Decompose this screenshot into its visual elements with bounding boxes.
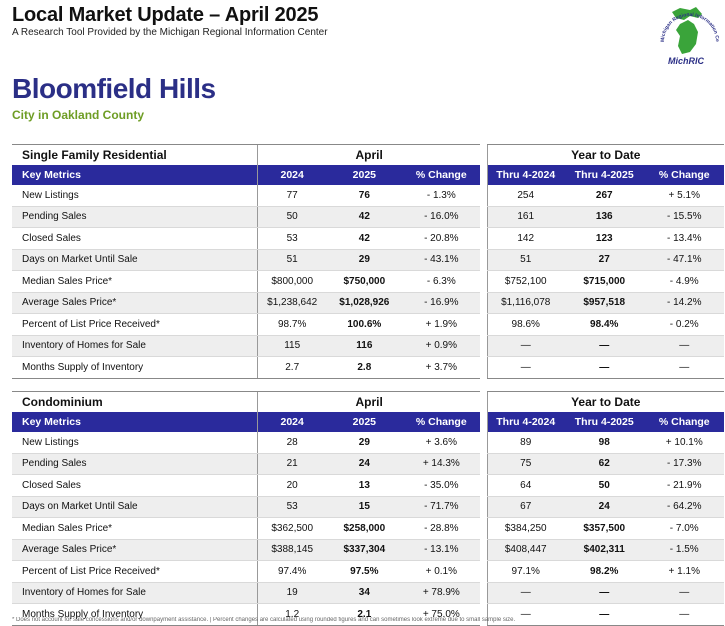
ytd-2025-value: 27 <box>564 249 645 271</box>
metric-label: Inventory of Homes for Sale <box>12 335 257 357</box>
col-thru-2024: Thru 4-2024 <box>487 165 564 185</box>
april-2025-value: 29 <box>326 249 403 271</box>
april-2025-value: 13 <box>326 475 403 497</box>
table-row <box>12 453 724 475</box>
metric-label: Months Supply of Inventory <box>12 604 257 626</box>
ytd-2025-value: 24 <box>564 496 645 518</box>
column-gap <box>480 412 487 432</box>
ytd-change-value: - 47.1% <box>645 249 724 271</box>
ytd-2024-value: 97.1% <box>487 561 564 583</box>
april-2024-value: $800,000 <box>259 271 326 293</box>
column-gap <box>480 335 487 357</box>
april-2024-value: 19 <box>259 582 326 604</box>
table-row <box>12 357 724 379</box>
ytd-2025-value: — <box>564 604 645 626</box>
april-change-value: - 1.3% <box>403 185 480 206</box>
table-row <box>12 185 724 206</box>
col-ytd-change: % Change <box>645 412 724 432</box>
ytd-2024-value: 142 <box>487 228 564 250</box>
table-row <box>12 432 724 453</box>
ytd-change-value: + 10.1% <box>645 432 724 453</box>
april-2024-value: 1.2 <box>259 604 326 626</box>
april-2025-value: 42 <box>326 228 403 250</box>
april-2025-value: 2.8 <box>326 357 403 379</box>
table-row <box>12 228 724 250</box>
column-gap <box>480 539 487 561</box>
april-change-value: - 16.9% <box>403 292 480 314</box>
column-gap <box>480 453 487 475</box>
table-row <box>12 292 724 314</box>
ytd-2024-value: — <box>487 357 564 379</box>
april-2025-value: 29 <box>326 432 403 453</box>
april-change-value: + 0.1% <box>403 561 480 583</box>
metric-label: Months Supply of Inventory <box>12 357 257 379</box>
single-family-table <box>12 144 724 379</box>
april-change-value: + 3.7% <box>403 357 480 379</box>
april-change-value: - 6.3% <box>403 271 480 293</box>
column-gap <box>480 228 487 250</box>
table-row <box>12 496 724 518</box>
april-2024-value: $388,145 <box>259 539 326 561</box>
ytd-2024-value: — <box>487 582 564 604</box>
column-gap <box>480 165 487 185</box>
april-change-value: - 28.8% <box>403 518 480 540</box>
ytd-2025-value: $402,311 <box>564 539 645 561</box>
april-2024-value: 50 <box>259 206 326 228</box>
ytd-2024-value: 51 <box>487 249 564 271</box>
metric-label: Closed Sales <box>12 228 257 250</box>
april-2025-value: 15 <box>326 496 403 518</box>
col-2025: 2025 <box>326 165 403 185</box>
ytd-2024-value: 254 <box>487 185 564 206</box>
april-2025-value: $258,000 <box>326 518 403 540</box>
metric-label: Pending Sales <box>12 206 257 228</box>
ytd-change-value: + 1.1% <box>645 561 724 583</box>
ytd-change-value: - 14.2% <box>645 292 724 314</box>
april-2025-value: 100.6% <box>326 314 403 336</box>
april-2025-value: $1,028,926 <box>326 292 403 314</box>
column-header-row <box>12 412 724 432</box>
ytd-change-value: - 4.9% <box>645 271 724 293</box>
column-gap <box>480 271 487 293</box>
section-title: Single Family Residential <box>12 145 257 166</box>
metric-label: Percent of List Price Received* <box>12 314 257 336</box>
ytd-2024-value: 98.6% <box>487 314 564 336</box>
metric-label: Days on Market Until Sale <box>12 496 257 518</box>
ytd-2024-value: 89 <box>487 432 564 453</box>
april-change-value: + 75.0% <box>403 604 480 626</box>
report-title: Local Market Update – April 2025 <box>12 4 319 26</box>
ytd-2025-value: 136 <box>564 206 645 228</box>
ytd-change-value: - 21.9% <box>645 475 724 497</box>
ytd-change-value: - 64.2% <box>645 496 724 518</box>
ytd-2024-value: $384,250 <box>487 518 564 540</box>
april-2025-value: 42 <box>326 206 403 228</box>
ytd-2025-value: 50 <box>564 475 645 497</box>
column-gap <box>480 475 487 497</box>
april-change-value: - 43.1% <box>403 249 480 271</box>
column-gap <box>480 314 487 336</box>
table-row <box>12 561 724 583</box>
col-key-metrics: Key Metrics <box>12 165 257 185</box>
column-gap <box>480 145 487 166</box>
april-2024-value: 28 <box>259 432 326 453</box>
metric-label: New Listings <box>12 432 257 453</box>
ytd-2024-value: — <box>487 335 564 357</box>
column-gap <box>480 206 487 228</box>
april-change-value: + 14.3% <box>403 453 480 475</box>
column-gap <box>480 432 487 453</box>
april-2025-value: 76 <box>326 185 403 206</box>
april-2024-value: $1,238,642 <box>259 292 326 314</box>
table-row <box>12 314 724 336</box>
april-change-value: - 20.8% <box>403 228 480 250</box>
ytd-2024-value: $752,100 <box>487 271 564 293</box>
ytd-change-value: + 5.1% <box>645 185 724 206</box>
col-april-change: % Change <box>403 412 480 432</box>
april-2025-value: 24 <box>326 453 403 475</box>
ytd-2025-value: — <box>564 335 645 357</box>
county-label: City in Oakland County <box>12 108 145 122</box>
april-2024-value: 20 <box>259 475 326 497</box>
logo-ring-text: Michigan Regional Information Ce <box>659 11 721 43</box>
april-2025-value: 2.1 <box>326 604 403 626</box>
april-change-value: + 0.9% <box>403 335 480 357</box>
ytd-2025-value: — <box>564 357 645 379</box>
ytd-2024-value: 64 <box>487 475 564 497</box>
col-ytd-change: % Change <box>645 165 724 185</box>
metric-label: Inventory of Homes for Sale <box>12 582 257 604</box>
april-2024-value: 51 <box>259 249 326 271</box>
city-name: Bloomfield Hills <box>12 73 216 104</box>
col-key-metrics: Key Metrics <box>12 412 257 432</box>
ytd-2025-value: $715,000 <box>564 271 645 293</box>
table-row <box>12 271 724 293</box>
condominium-table <box>12 391 724 626</box>
metric-label: Average Sales Price* <box>12 539 257 561</box>
april-2024-value: 53 <box>259 496 326 518</box>
col-2025: 2025 <box>326 412 403 432</box>
ytd-2024-value: $1,116,078 <box>487 292 564 314</box>
group-header-ytd: Year to Date <box>487 145 724 166</box>
ytd-change-value: - 13.4% <box>645 228 724 250</box>
footnote: * Does not account for sale concessions and/or downpayment assistance. | Percent changes are calculated using rounded figures and can sometimes look extreme due to small sample size. <box>12 617 516 623</box>
april-2024-value: 53 <box>259 228 326 250</box>
april-2025-value: $337,304 <box>326 539 403 561</box>
ytd-2025-value: 98 <box>564 432 645 453</box>
ytd-2025-value: 123 <box>564 228 645 250</box>
metric-label: Median Sales Price* <box>12 271 257 293</box>
april-2024-value: $362,500 <box>259 518 326 540</box>
april-change-value: - 13.1% <box>403 539 480 561</box>
column-gap <box>480 518 487 540</box>
ytd-2025-value: $957,518 <box>564 292 645 314</box>
ytd-change-value: - 15.5% <box>645 206 724 228</box>
april-change-value: + 3.6% <box>403 432 480 453</box>
april-2024-value: 115 <box>259 335 326 357</box>
column-gap <box>480 185 487 206</box>
ytd-2024-value: 75 <box>487 453 564 475</box>
table-row <box>12 539 724 561</box>
column-gap <box>480 561 487 583</box>
ytd-change-value: - 1.5% <box>645 539 724 561</box>
ytd-2024-value: — <box>487 604 564 626</box>
logo-text: MichRIC <box>668 56 704 66</box>
april-2024-value: 97.4% <box>259 561 326 583</box>
ytd-2025-value: 267 <box>564 185 645 206</box>
column-gap <box>480 392 487 413</box>
april-2025-value: 34 <box>326 582 403 604</box>
table-row <box>12 335 724 357</box>
col-2024: 2024 <box>259 165 326 185</box>
metric-label: New Listings <box>12 185 257 206</box>
michric-logo <box>650 2 725 68</box>
metric-label: Pending Sales <box>12 453 257 475</box>
ytd-change-value: — <box>645 582 724 604</box>
ytd-2025-value: — <box>564 582 645 604</box>
section-title-row <box>12 392 724 413</box>
table-row <box>12 475 724 497</box>
col-april-change: % Change <box>403 165 480 185</box>
col-thru-2024: Thru 4-2024 <box>487 412 564 432</box>
april-change-value: - 71.7% <box>403 496 480 518</box>
group-header-april: April <box>259 145 480 166</box>
ytd-2024-value: $408,447 <box>487 539 564 561</box>
metric-label: Percent of List Price Received* <box>12 561 257 583</box>
ytd-2025-value: 62 <box>564 453 645 475</box>
april-change-value: + 1.9% <box>403 314 480 336</box>
group-header-ytd: Year to Date <box>487 392 724 413</box>
ytd-change-value: - 0.2% <box>645 314 724 336</box>
column-header-row <box>12 165 724 185</box>
april-change-value: - 35.0% <box>403 475 480 497</box>
ytd-change-value: — <box>645 357 724 379</box>
section-title: Condominium <box>12 392 257 413</box>
metric-label: Closed Sales <box>12 475 257 497</box>
column-gap <box>480 496 487 518</box>
table-row <box>12 249 724 271</box>
metric-label: Days on Market Until Sale <box>12 249 257 271</box>
col-thru-2025: Thru 4-2025 <box>564 165 645 185</box>
column-gap <box>480 249 487 271</box>
april-2025-value: $750,000 <box>326 271 403 293</box>
april-change-value: + 78.9% <box>403 582 480 604</box>
april-change-value: - 16.0% <box>403 206 480 228</box>
group-header-april: April <box>259 392 480 413</box>
ytd-2025-value: $357,500 <box>564 518 645 540</box>
ytd-2025-value: 98.4% <box>564 314 645 336</box>
table-row <box>12 582 724 604</box>
metric-label: Median Sales Price* <box>12 518 257 540</box>
column-gap <box>480 582 487 604</box>
april-2024-value: 2.7 <box>259 357 326 379</box>
table-row <box>12 206 724 228</box>
ytd-2024-value: 67 <box>487 496 564 518</box>
ytd-2024-value: 161 <box>487 206 564 228</box>
april-2024-value: 21 <box>259 453 326 475</box>
ytd-change-value: - 17.3% <box>645 453 724 475</box>
april-2024-value: 77 <box>259 185 326 206</box>
col-2024: 2024 <box>259 412 326 432</box>
metric-label: Average Sales Price* <box>12 292 257 314</box>
ytd-change-value: - 7.0% <box>645 518 724 540</box>
report-subtitle: A Research Tool Provided by the Michigan Regional Information Center <box>12 27 328 38</box>
april-2025-value: 116 <box>326 335 403 357</box>
column-gap <box>480 292 487 314</box>
april-2025-value: 97.5% <box>326 561 403 583</box>
ytd-2025-value: 98.2% <box>564 561 645 583</box>
ytd-change-value: — <box>645 604 724 626</box>
april-2024-value: 98.7% <box>259 314 326 336</box>
section-title-row <box>12 145 724 166</box>
column-gap <box>480 357 487 379</box>
col-thru-2025: Thru 4-2025 <box>564 412 645 432</box>
ytd-change-value: — <box>645 335 724 357</box>
table-row <box>12 518 724 540</box>
